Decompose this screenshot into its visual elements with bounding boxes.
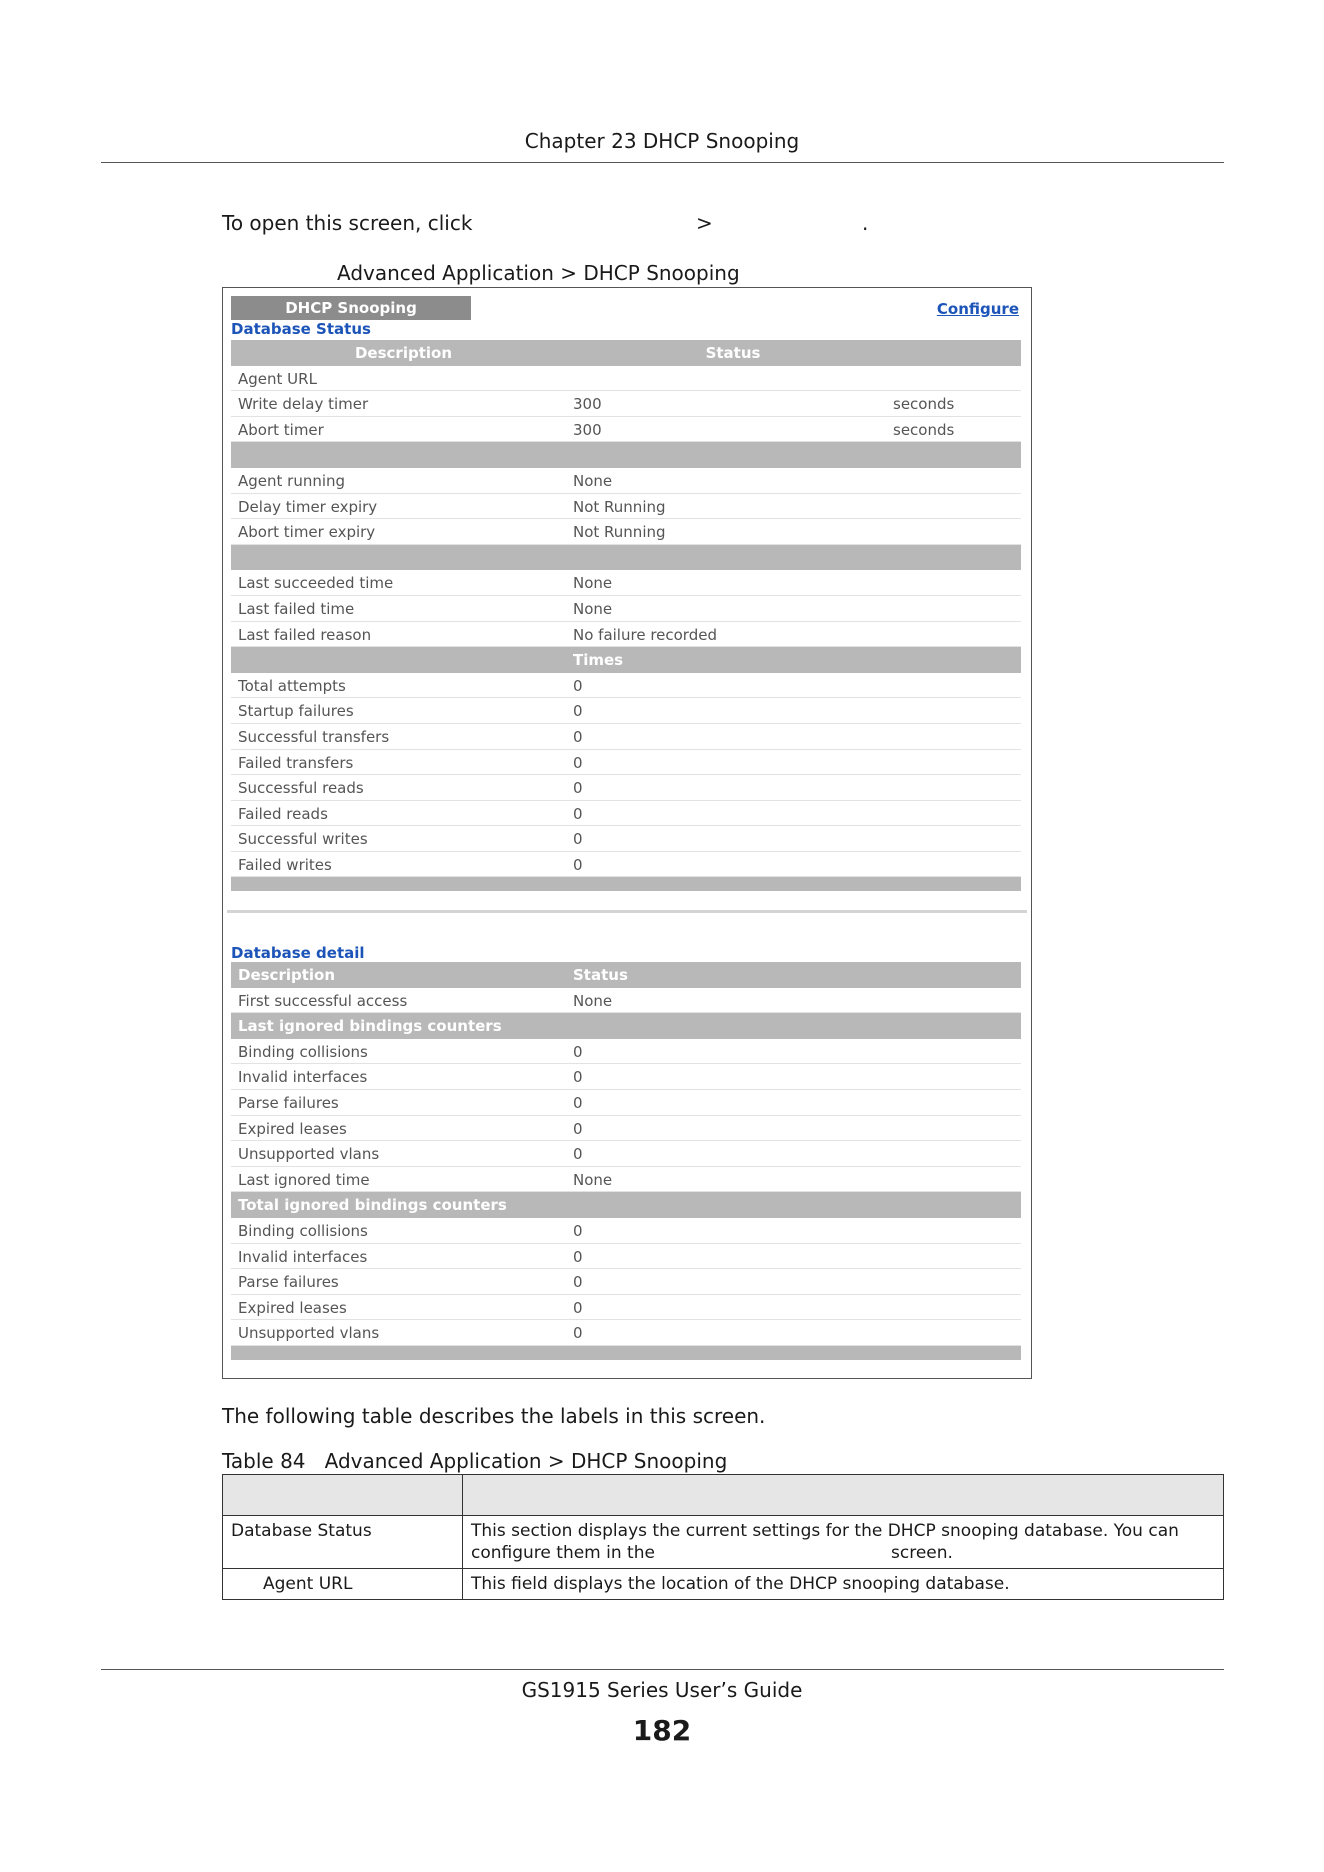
row-label: Abort timer [238, 420, 324, 439]
table-footer [231, 1346, 1021, 1360]
row-label: First successful access [238, 991, 408, 1010]
table-row [231, 519, 1021, 545]
row-value: 0 [573, 1093, 583, 1112]
database-detail-title: Database detail [231, 944, 365, 962]
row-label: Failed transfers [238, 753, 354, 772]
table-row [231, 622, 1021, 648]
row-label: Successful transfers [238, 727, 390, 746]
table-row [231, 1141, 1021, 1167]
row-label: Failed writes [238, 855, 332, 874]
row-value: 0 [573, 1042, 583, 1061]
page-number: 182 [632, 1714, 692, 1747]
row-value: 300 [573, 420, 602, 439]
row-value: 0 [573, 727, 583, 746]
row-value: 0 [573, 1145, 583, 1164]
row-label: Last succeeded time [238, 574, 394, 593]
row-label: Successful reads [238, 779, 364, 798]
intro-text [222, 211, 869, 235]
row-description: This field displays the location of the DHCP snooping database. [463, 1569, 1224, 1600]
table-row [231, 852, 1021, 878]
row-label: Unsupported vlans [238, 1145, 380, 1164]
intro-separator: > [696, 211, 713, 235]
row-value: Not Running [573, 497, 666, 516]
row-label: Unsupported vlans [238, 1324, 380, 1343]
table-row [231, 775, 1021, 801]
table-row [223, 1516, 1224, 1569]
row-value: None [573, 1170, 613, 1189]
header-rule [101, 162, 1224, 163]
last-ignored-header [231, 1013, 1021, 1039]
row-value: 0 [573, 753, 583, 772]
total-ignored-header [231, 1192, 1021, 1218]
row-label: Successful writes [238, 830, 368, 849]
row-label: Delay timer expiry [238, 497, 378, 516]
table-row [231, 468, 1021, 494]
times-label: Times [573, 651, 624, 670]
table-row [231, 724, 1021, 750]
table-row [231, 1269, 1021, 1295]
table-row [231, 1039, 1021, 1065]
row-value: None [573, 471, 613, 490]
table-row [231, 391, 1021, 417]
row-value: 0 [573, 830, 583, 849]
dhcp-snooping-screenshot [222, 287, 1032, 1379]
row-unit: seconds [893, 395, 955, 414]
row-label: Failed reads [238, 804, 328, 823]
row-label: Abort timer expiry [238, 523, 376, 542]
table-row [231, 1090, 1021, 1116]
row-label: Startup failures [238, 702, 354, 721]
row-label: Binding collisions [238, 1042, 368, 1061]
row-value: 0 [573, 1119, 583, 1138]
table-row [231, 988, 1021, 1014]
timer-rows [231, 366, 1021, 443]
row-label: Agent URL [238, 369, 317, 388]
times-header [231, 647, 1021, 673]
row-value: 0 [573, 1298, 583, 1317]
database-status-table [231, 340, 1021, 891]
row-value: 0 [573, 1247, 583, 1266]
row-value: 0 [573, 1324, 583, 1343]
row-unit: seconds [893, 420, 955, 439]
database-detail-table [231, 962, 1021, 1360]
row-value: No failure recorded [573, 625, 717, 644]
intro-end: . [862, 211, 869, 235]
table-header-row [223, 1475, 1224, 1516]
table-row [231, 750, 1021, 776]
footer-rule [101, 1669, 1224, 1670]
row-value: 0 [573, 1221, 583, 1240]
last-ignored-label: Last ignored bindings counters [238, 1017, 502, 1036]
row-label: Parse failures [238, 1093, 339, 1112]
last-ignored-rows [231, 1039, 1021, 1193]
table-row [231, 1167, 1021, 1193]
row-label: Database Status [223, 1516, 463, 1569]
configure-link[interactable]: Configure [936, 300, 1019, 318]
detail-header [231, 962, 1021, 988]
group-separator [231, 545, 1021, 571]
table-row [231, 494, 1021, 520]
row-label: Write delay timer [238, 395, 369, 414]
row-value: 0 [573, 804, 583, 823]
table-row [223, 1569, 1224, 1600]
table-footer [231, 877, 1021, 891]
total-ignored-label: Total ignored bindings counters [238, 1196, 507, 1215]
col-description: Description [354, 344, 453, 362]
row-label: Invalid interfaces [238, 1247, 368, 1266]
total-ignored-rows [231, 1218, 1021, 1346]
table-number: Table 84 [222, 1449, 306, 1473]
detail-col-description: Description [238, 966, 336, 984]
row-value: None [573, 599, 613, 618]
row-value: None [573, 574, 613, 593]
row-label: Binding collisions [238, 1221, 368, 1240]
table-row [231, 826, 1021, 852]
group-separator [231, 442, 1021, 468]
row-label: Parse failures [238, 1273, 339, 1292]
row-value: 0 [573, 676, 583, 695]
dhcp-snooping-tab[interactable]: DHCP Snooping [231, 296, 471, 320]
row-label: Total attempts [238, 676, 346, 695]
col-status: Status [705, 344, 761, 362]
table-header [231, 340, 1021, 366]
table-row [231, 1320, 1021, 1346]
table-row [231, 698, 1021, 724]
table-title: Advanced Application > DHCP Snooping [324, 1449, 728, 1473]
following-paragraph: The following table describes the labels in this screen. [222, 1404, 766, 1428]
row-value: 0 [573, 855, 583, 874]
row-label: Last failed reason [238, 625, 372, 644]
table-row [231, 801, 1021, 827]
row-label: Agent running [238, 471, 346, 490]
row-value: 0 [573, 702, 583, 721]
row-label: Agent URL [223, 1569, 463, 1600]
intro-prefix: To open this screen, click [222, 211, 473, 235]
section-divider [227, 910, 1027, 913]
result-rows [231, 570, 1021, 647]
table-row [231, 570, 1021, 596]
row-label: Expired leases [238, 1119, 347, 1138]
table-row [231, 366, 1021, 392]
table-row [231, 596, 1021, 622]
agent-rows [231, 468, 1021, 545]
table-row [231, 673, 1021, 699]
row-value: Not Running [573, 523, 666, 542]
count-rows [231, 673, 1021, 878]
row-value: 0 [573, 1068, 583, 1087]
database-status-title: Database Status [231, 320, 371, 338]
row-value: 300 [573, 395, 602, 414]
detail-col-status: Status [573, 966, 628, 984]
guide-title: GS1915 Series User’s Guide [521, 1678, 803, 1702]
row-label: Last failed time [238, 599, 355, 618]
table-caption [222, 1449, 727, 1473]
label-description-table [222, 1474, 1224, 1600]
row-label: Invalid interfaces [238, 1068, 368, 1087]
row-value: 0 [573, 779, 583, 798]
row-value: None [573, 991, 613, 1010]
row-description: This section displays the current settings for the DHCP snooping database. You can configure them in the screen. [463, 1516, 1224, 1569]
table-row [231, 1116, 1021, 1142]
row-label: Last ignored time [238, 1170, 370, 1189]
table-row [231, 1244, 1021, 1270]
table-row [231, 417, 1021, 443]
table-row [231, 1064, 1021, 1090]
row-value: 0 [573, 1273, 583, 1292]
row-label: Expired leases [238, 1298, 347, 1317]
table-row [231, 1295, 1021, 1321]
chapter-header: Chapter 23 DHCP Snooping [524, 129, 800, 153]
table-row [231, 1218, 1021, 1244]
figure-caption: Advanced Application > DHCP Snooping [337, 261, 740, 285]
